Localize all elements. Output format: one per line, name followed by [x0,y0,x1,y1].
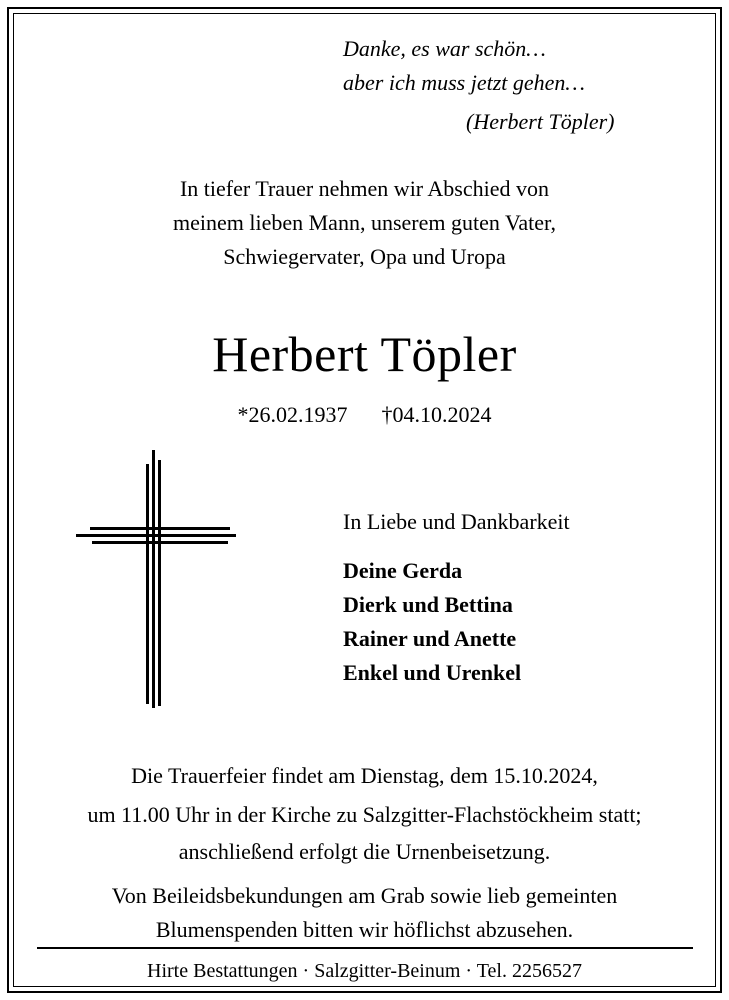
quote-line-1: Danke, es war schön… [343,36,546,61]
intro-line-2: meinem lieben Mann, unserem guten Vater, [173,210,556,235]
service-line-3: anschließend erfolgt die Urnenbeisetzung. [178,839,551,864]
mourner-name: Rainer und Anette [343,626,517,651]
funeral-home-footer: Hirte Bestattungen · Salzgitter-Beinum · Tel. 2256527 [147,960,582,982]
footer-divider [37,947,693,949]
deceased-name: Herbert Töpler [212,326,517,382]
life-dates [0,398,729,432]
intro-line-1: In tiefer Trauer nehmen wir Abschied von [179,176,550,201]
request-line-1: Von Beileidsbekundungen am Grab sowie lieb gemeinten [111,883,618,908]
mourner-name: Enkel und Urenkel [343,660,522,685]
quote-author: (Herbert Töpler) [466,109,615,134]
birth-date: *26.02.1937 [237,402,348,427]
intro-line-3: Schwiegervater, Opa und Uropa [223,244,506,269]
mourner-name: Deine Gerda [343,558,463,583]
request-line-2: Blumenspenden bitten wir höflichst abzusehen. [155,917,574,942]
service-line-2: um 11.00 Uhr in der Kirche zu Salzgitter-Flachstöckheim statt; [87,802,642,827]
service-line-1: Die Trauerfeier findet am Dienstag, dem 15.10.2024, [131,763,598,788]
mourner-name: Dierk und Bettina [343,592,513,617]
cross-icon [76,450,236,710]
mourners-heading: In Liebe und Dankbarkeit [343,509,570,534]
quote-line-2: aber ich muss jetzt gehen… [343,70,585,95]
death-date: †04.10.2024 [381,402,492,427]
